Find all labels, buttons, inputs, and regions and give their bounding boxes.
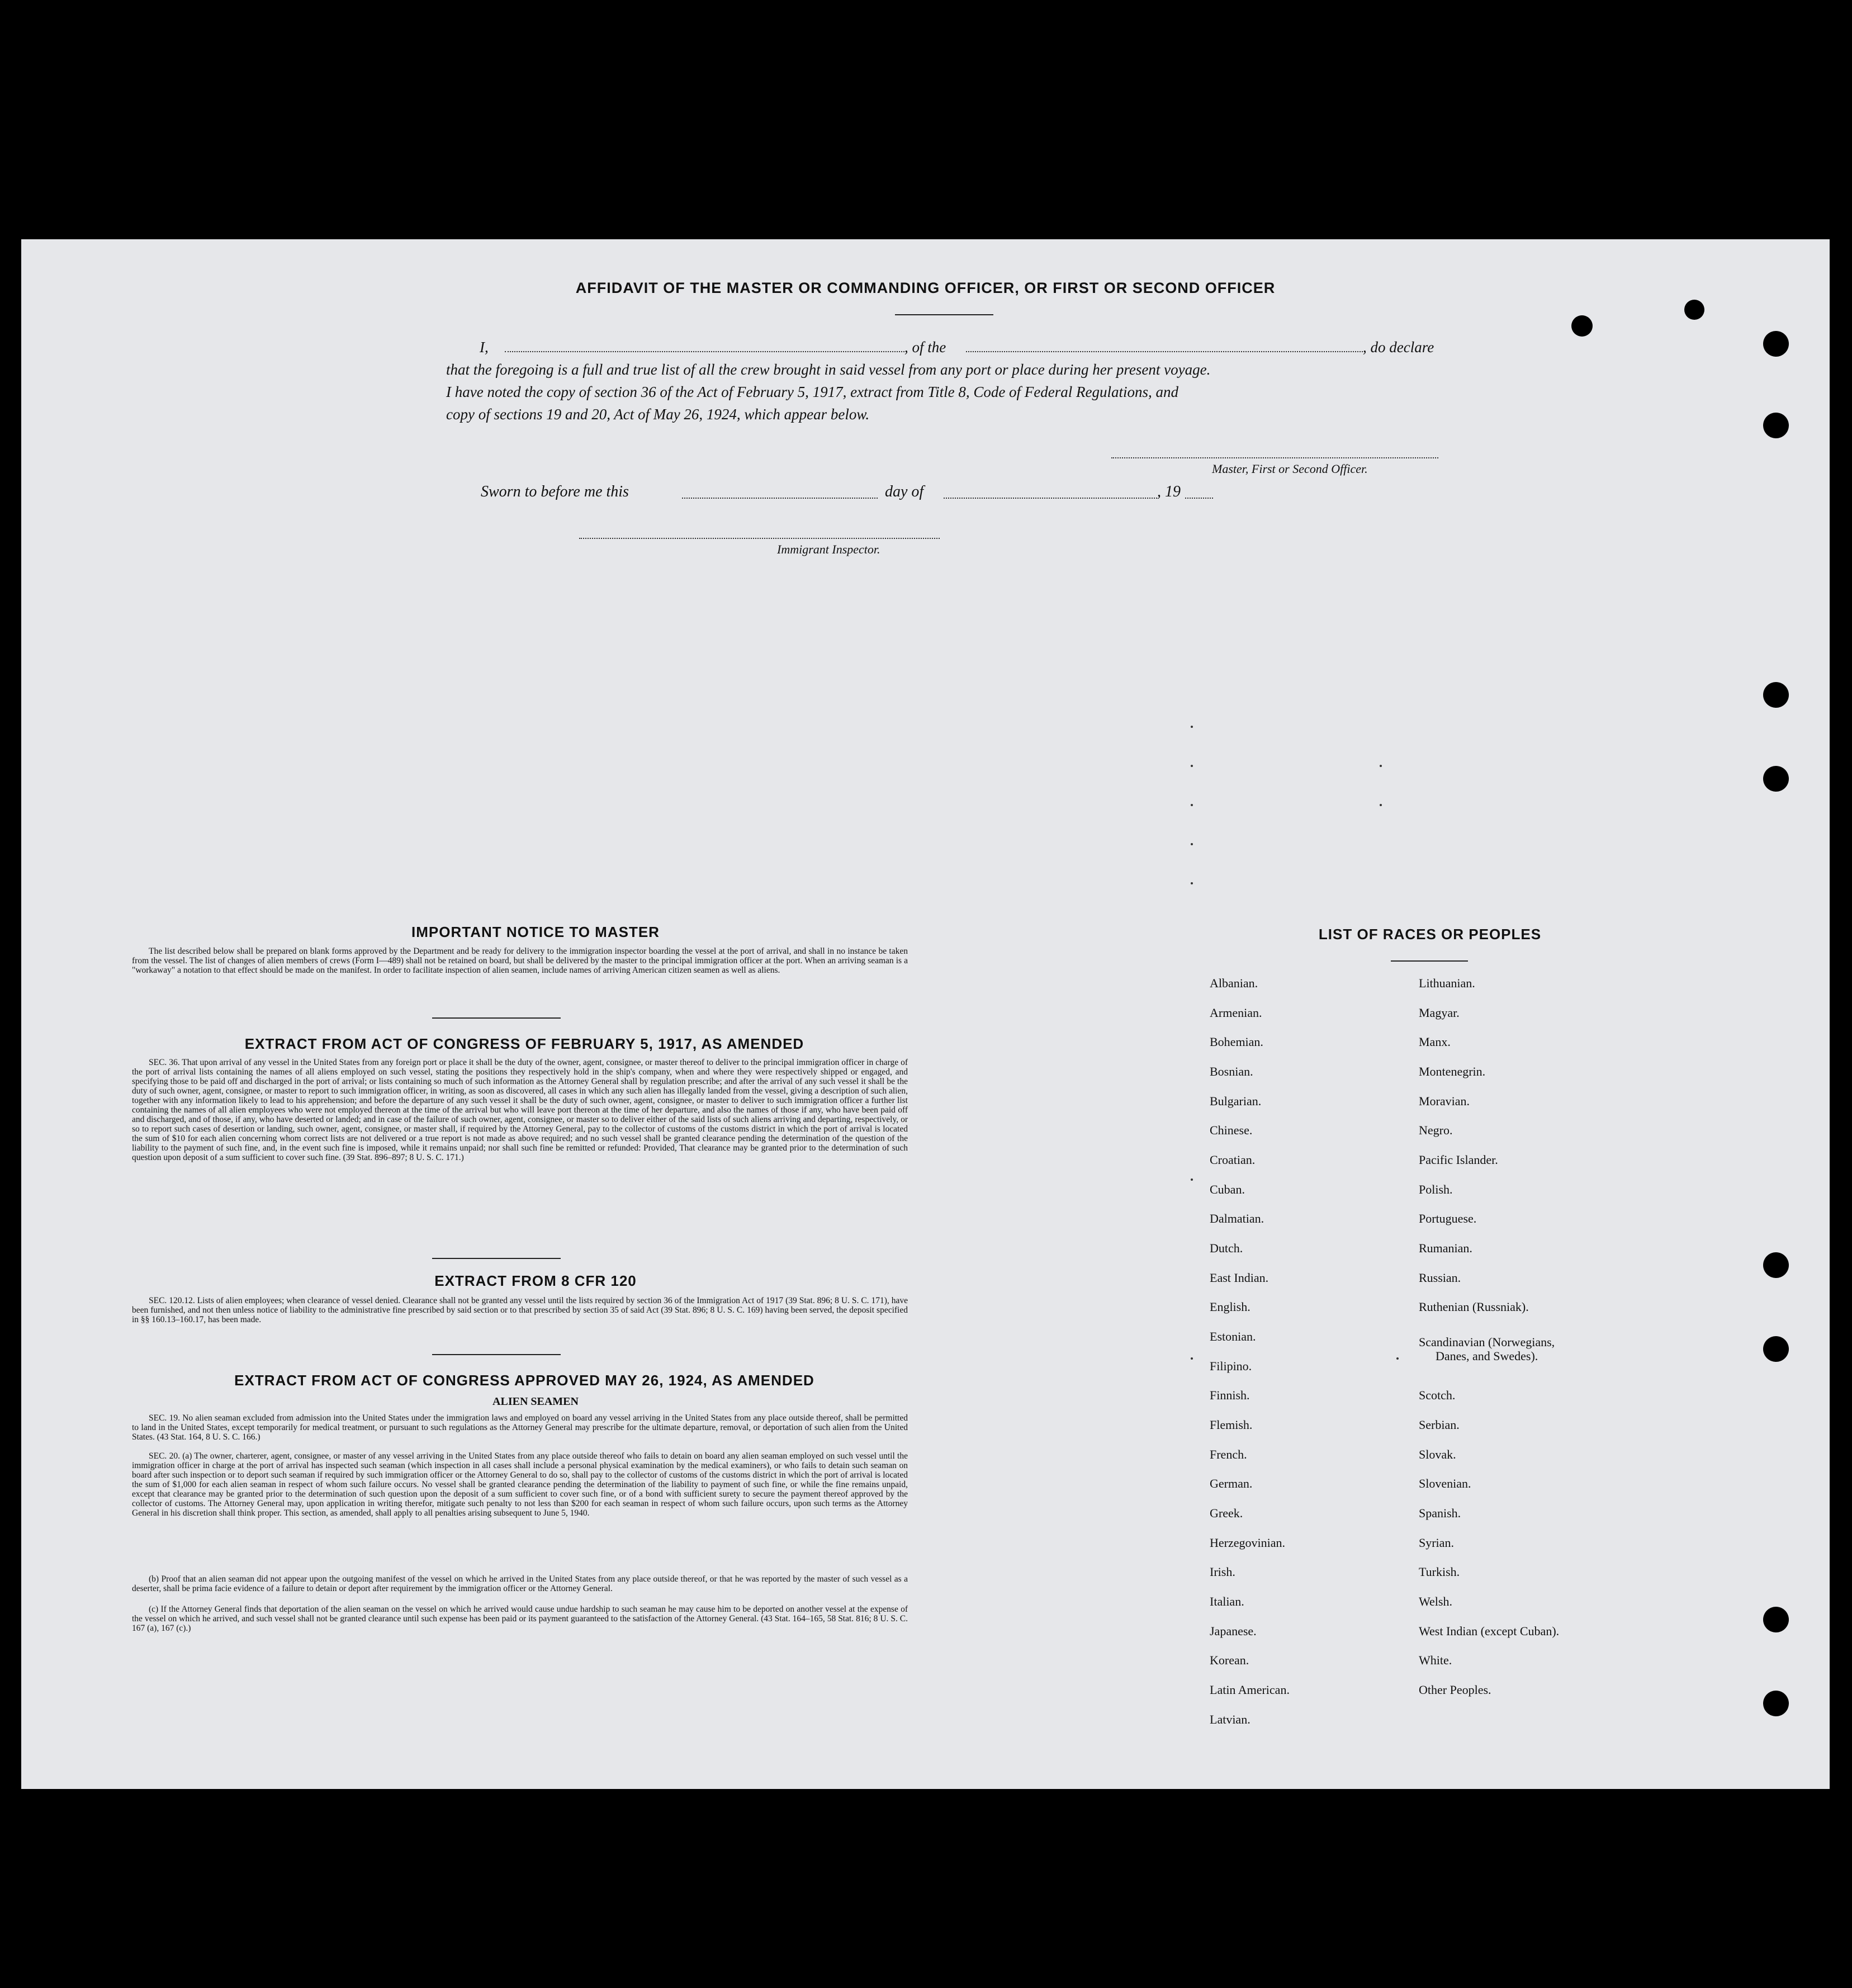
- speck: [1191, 726, 1193, 728]
- master-signature-line[interactable]: [1111, 457, 1438, 458]
- race-item: Spanish.: [1419, 1506, 1461, 1520]
- race-item: Moravian.: [1419, 1094, 1470, 1108]
- document-page: [21, 239, 1830, 1789]
- extract-1924-title: EXTRACT FROM ACT OF CONGRESS APPROVED MAY 26, 1924, AS AMENDED: [234, 1372, 814, 1389]
- extract-cfr-title: EXTRACT FROM 8 CFR 120: [434, 1272, 637, 1289]
- race-item: Armenian.: [1210, 1006, 1262, 1020]
- race-item: Lithuanian.: [1419, 976, 1475, 990]
- sworn-month-blank[interactable]: [944, 498, 1157, 499]
- punch-hole: [1763, 766, 1789, 792]
- punch-hole: [1763, 1607, 1789, 1632]
- extract-1924-sec20a: SEC. 20. (a) The owner, charterer, agent, consignee, or master of any vessel arriving in the United States from any place outside thereof who fails to detain on board any alien seaman employed on such vessel until the immigration officer in charge at the port of arrival has inspected such seaman (which inspection in all cases shall include a personal physical examination by the medical examiners), or who fails to detain such seaman on board after such inspection or to deport such seaman if required by such immigration officer or the Attorney General to do so, shall pay to the collector of customs of the customs district in which the port of arrival is located the sum of $1,000 for each alien seaman in respect of whom such failure occurs. No vessel shall be granted clearance pending the determination of the liability to payment of such fine, or while the fine remains unpaid, except that clearance may be granted prior to the determination of such question upon the deposit of a sum sufficient to cover such fine, or of a bond with sufficient surety to secure the payment thereof approved by the collector of customs. The Attorney General may, upon application in writing therefor, mitigate such penalty to not less than $200 for each seaman in respect of whom such failure occurs, upon such terms as the Attorney General in his discretion shall think proper. This section, as amended, shall apply to all penalties arising subsequent to June 5, 1940.: [132, 1451, 908, 1518]
- name-blank[interactable]: [505, 351, 904, 352]
- race-item: Cuban.: [1210, 1182, 1245, 1196]
- race-item: Flemish.: [1210, 1418, 1253, 1432]
- race-item: Slovenian.: [1419, 1476, 1471, 1490]
- affidavit-of-the: , of the: [904, 339, 946, 356]
- vessel-blank[interactable]: [966, 351, 1363, 352]
- race-item: Serbian.: [1419, 1418, 1460, 1432]
- speck: [1191, 765, 1193, 767]
- affidavit-title: AFFIDAVIT OF THE MASTER OR COMMANDING OFFICER, OR FIRST OR SECOND OFFICER: [575, 280, 1276, 296]
- race-item: Chinese.: [1210, 1123, 1253, 1137]
- race-item: East Indian.: [1210, 1271, 1269, 1285]
- speck: [1191, 1178, 1193, 1181]
- affidavit-line-3: I have noted the copy of section 36 of the Act of February 5, 1917, extract from Title 8, Code of Federal Regulations, and: [446, 384, 1179, 400]
- notice-text: The list described below shall be prepared on blank forms approved by the Department and be ready for delivery to the immigration inspector boarding the vessel at the port of arrival, and shall in no instance be taken from the vessel. The list of changes of alien members of crews (Form I—489) shall not be retained on board, but shall be delivered by the master to the principal immigration officer at the port. When an arriving seaman is a "workaway" a notation to that effect should be made on the manifest. In order to facilitate inspection of alien seamen, include names of arriving American citizen seamen as well as aliens.: [132, 946, 908, 975]
- extract-1924-subtitle: ALIEN SEAMEN: [492, 1395, 579, 1408]
- sworn-day-blank[interactable]: [682, 498, 878, 499]
- extract-cfr-text: SEC. 120.12. Lists of alien employees; when clearance of vessel denied. Clearance shall not be granted any vessel until the lists required by section 36 of the Immigration Act of 1917 (39 Stat. 896; 8 U. S. C. 171), have been furnished, and not then unless notice of liability to the administrative fine prescribed by said section or to that prescribed by section 35 of said Act (39 Stat. 896; 8 U. S. C. 169) having been served, the deposit specified in §§ 160.13–160.17, has been made.: [132, 1296, 908, 1324]
- speck: [1191, 882, 1193, 884]
- race-item: Korean.: [1210, 1653, 1249, 1667]
- race-item: Syrian.: [1419, 1536, 1454, 1550]
- affidavit-line-2: that the foregoing is a full and true list of all the crew brought in said vessel from any port or place during her present voyage.: [446, 361, 1211, 378]
- race-item: Russian.: [1419, 1271, 1461, 1285]
- master-signature-label: Master, First or Second Officer.: [1212, 462, 1368, 476]
- race-item: Manx.: [1419, 1035, 1451, 1049]
- extract-1917-text: SEC. 36. That upon arrival of any vessel in the United States from any foreign port or place it shall be the duty of the owner, agent, consignee, or master thereof to deliver to the principal immigration officer in charge of the port of arrival lists containing the names of all aliens employed on such vessel, stating the positions they respectively hold in the ship's company, when and where they were respectively shipped or engaged, and specifying those to be paid off and discharged in the port of arrival; or lists containing so much of such information as the Attorney General shall by regulation prescribe; and after the arrival of any such vessel it shall be the duty of such owner, agent, consignee, or master to report to such immigration officer, in writing, as soon as discovered, all cases in which any such alien has illegally landed from the vessel, giving a description of such alien, together with any information likely to lead to his apprehension; and before the departure of any such vessel it shall be the duty of such owner, agent, consignee, or master to deliver to such immigration officer a further list containing the names of all alien employees who were not employed thereon at the time of the arrival but who will leave port thereon at the time of her departure, and also the names of those if any, who have been paid off and discharged, and of those, if any, who have deserted or landed; and in case of the failure of such owner, agent, consignee, or master so to deliver either of the said lists of such aliens arriving and departing, respectively, or so to report such cases of desertion or landing, such owner, agent, consignee, or master shall, if required by the Attorney General, pay to the collector of customs of the customs district in which the port of arrival is located the sum of $10 for each alien concerning whom correct lists are not delivered or a true report is not made as above required; and no such vessel shall be granted clearance pending the determination of the question of the liability to the payment of such fine, and, in the event such fine is imposed, while it remains unpaid; nor shall such fine be remitted or refunded: Provided, That clearance may be granted prior to the determination of such question upon deposit of a sum sufficient to cover such fine. (39 Stat. 896–897; 8 U. S. C. 171.): [132, 1058, 908, 1162]
- affidavit-do-declare: , do declare: [1363, 339, 1434, 356]
- race-item: Pacific Islander.: [1419, 1153, 1498, 1167]
- speck: [1191, 1357, 1193, 1360]
- race-item: Latin American.: [1210, 1683, 1290, 1697]
- race-item: Albanian.: [1210, 976, 1258, 990]
- race-item: Italian.: [1210, 1594, 1244, 1608]
- race-item: Japanese.: [1210, 1624, 1257, 1638]
- race-item: Irish.: [1210, 1565, 1235, 1579]
- race-item: French.: [1210, 1447, 1247, 1461]
- punch-hole: [1763, 682, 1789, 708]
- race-item: Bohemian.: [1210, 1035, 1263, 1049]
- day-of-label: day of: [885, 483, 924, 500]
- inspector-signature-label: Immigrant Inspector.: [777, 542, 880, 556]
- race-item: Portuguese.: [1419, 1211, 1477, 1225]
- extract-1924-sec20c: (c) If the Attorney General finds that deportation of the alien seaman on the vessel on which he arrived would cause undue hardship to such seaman he may cause him to be deported on another vessel at the expense of the vessel on which he arrived, and such vessel shall not be granted clearance until such expense has been paid or its payment guaranteed to the satisfaction of the Attorney General. (43 Stat. 164–165, 58 Stat. 816; 8 U. S. C. 167 (a), 167 (c).): [132, 1604, 908, 1633]
- race-item: Other Peoples.: [1419, 1683, 1491, 1697]
- race-item: White.: [1419, 1653, 1452, 1667]
- race-item: Montenegrin.: [1419, 1064, 1486, 1078]
- punch-hole: [1571, 315, 1593, 337]
- race-item: Herzegovinian.: [1210, 1536, 1285, 1550]
- affidavit-title-rule: [895, 314, 993, 315]
- races-title: LIST OF RACES OR PEOPLES: [1318, 926, 1542, 943]
- speck: [1191, 804, 1193, 806]
- race-item: Latvian.: [1210, 1712, 1251, 1726]
- sworn-label: Sworn to before me this: [481, 483, 629, 500]
- extract-1924-sec20b: (b) Proof that an alien seaman did not appear upon the outgoing manifest of the vessel on which he arrived in the United States from any place outside thereof, or that he was reported by the master of such vessel as a deserter, shall be prima facie evidence of a failure to detain or deport after requirement by the immigration officer or the Attorney General.: [132, 1574, 908, 1593]
- race-item: English.: [1210, 1300, 1251, 1314]
- affidavit-line-4: copy of sections 19 and 20, Act of May 26, 1924, which appear below.: [446, 406, 870, 423]
- race-item: Ruthenian (Russniak).: [1419, 1300, 1529, 1314]
- extract-1917-title: EXTRACT FROM ACT OF CONGRESS OF FEBRUARY 5, 1917, AS AMENDED: [244, 1035, 804, 1052]
- race-item: Bosnian.: [1210, 1064, 1253, 1078]
- race-item: Rumanian.: [1419, 1241, 1472, 1255]
- race-item: Danes, and Swedes).: [1436, 1349, 1538, 1363]
- extract-cfr-rule: [432, 1354, 561, 1355]
- punch-hole: [1684, 300, 1704, 320]
- race-item: Scotch.: [1419, 1388, 1456, 1402]
- extract-1917-rule: [432, 1258, 561, 1259]
- race-item: West Indian (except Cuban).: [1419, 1624, 1560, 1638]
- race-item: Magyar.: [1419, 1006, 1460, 1020]
- races-title-rule: [1391, 960, 1468, 962]
- notice-title: IMPORTANT NOTICE TO MASTER: [411, 924, 660, 940]
- year-label: , 19: [1157, 483, 1181, 500]
- race-item: Dutch.: [1210, 1241, 1243, 1255]
- speck: [1191, 843, 1193, 845]
- race-item: Negro.: [1419, 1123, 1453, 1137]
- punch-hole: [1763, 413, 1789, 438]
- punch-hole: [1763, 1691, 1789, 1716]
- race-item: Greek.: [1210, 1506, 1243, 1520]
- inspector-signature-line[interactable]: [579, 538, 940, 539]
- race-item: Polish.: [1419, 1182, 1453, 1196]
- race-item: Croatian.: [1210, 1153, 1256, 1167]
- notice-rule: [432, 1017, 561, 1019]
- race-item: Filipino.: [1210, 1359, 1252, 1373]
- speck: [1380, 804, 1382, 806]
- race-item: Slovak.: [1419, 1447, 1456, 1461]
- race-item: Welsh.: [1419, 1594, 1452, 1608]
- punch-hole: [1763, 1252, 1789, 1278]
- sworn-year-blank[interactable]: [1185, 498, 1213, 499]
- race-item: Dalmatian.: [1210, 1211, 1264, 1225]
- extract-1924-sec19: SEC. 19. No alien seaman excluded from admission into the United States under the immigration laws and employed on board any vessel arriving in the United States from any place outside thereof, shall be permitted to land in the United States, except temporarily for medical treatment, or pursuant to such regulations as the Attorney General may prescribe for the ultimate departure, removal, or deportation of such alien from the United States. (43 Stat. 164, 8 U. S. C. 166.): [132, 1413, 908, 1442]
- race-item: Bulgarian.: [1210, 1094, 1262, 1108]
- race-item: Scandinavian (Norwegians,: [1419, 1335, 1555, 1349]
- punch-hole: [1763, 1336, 1789, 1362]
- race-item: German.: [1210, 1476, 1253, 1490]
- speck: [1380, 765, 1382, 767]
- speck: [1396, 1357, 1399, 1360]
- race-item: Finnish.: [1210, 1388, 1250, 1402]
- punch-hole: [1763, 331, 1789, 357]
- race-item: Estonian.: [1210, 1329, 1256, 1343]
- affidavit-i: I,: [480, 339, 489, 356]
- race-item: Turkish.: [1419, 1565, 1460, 1579]
